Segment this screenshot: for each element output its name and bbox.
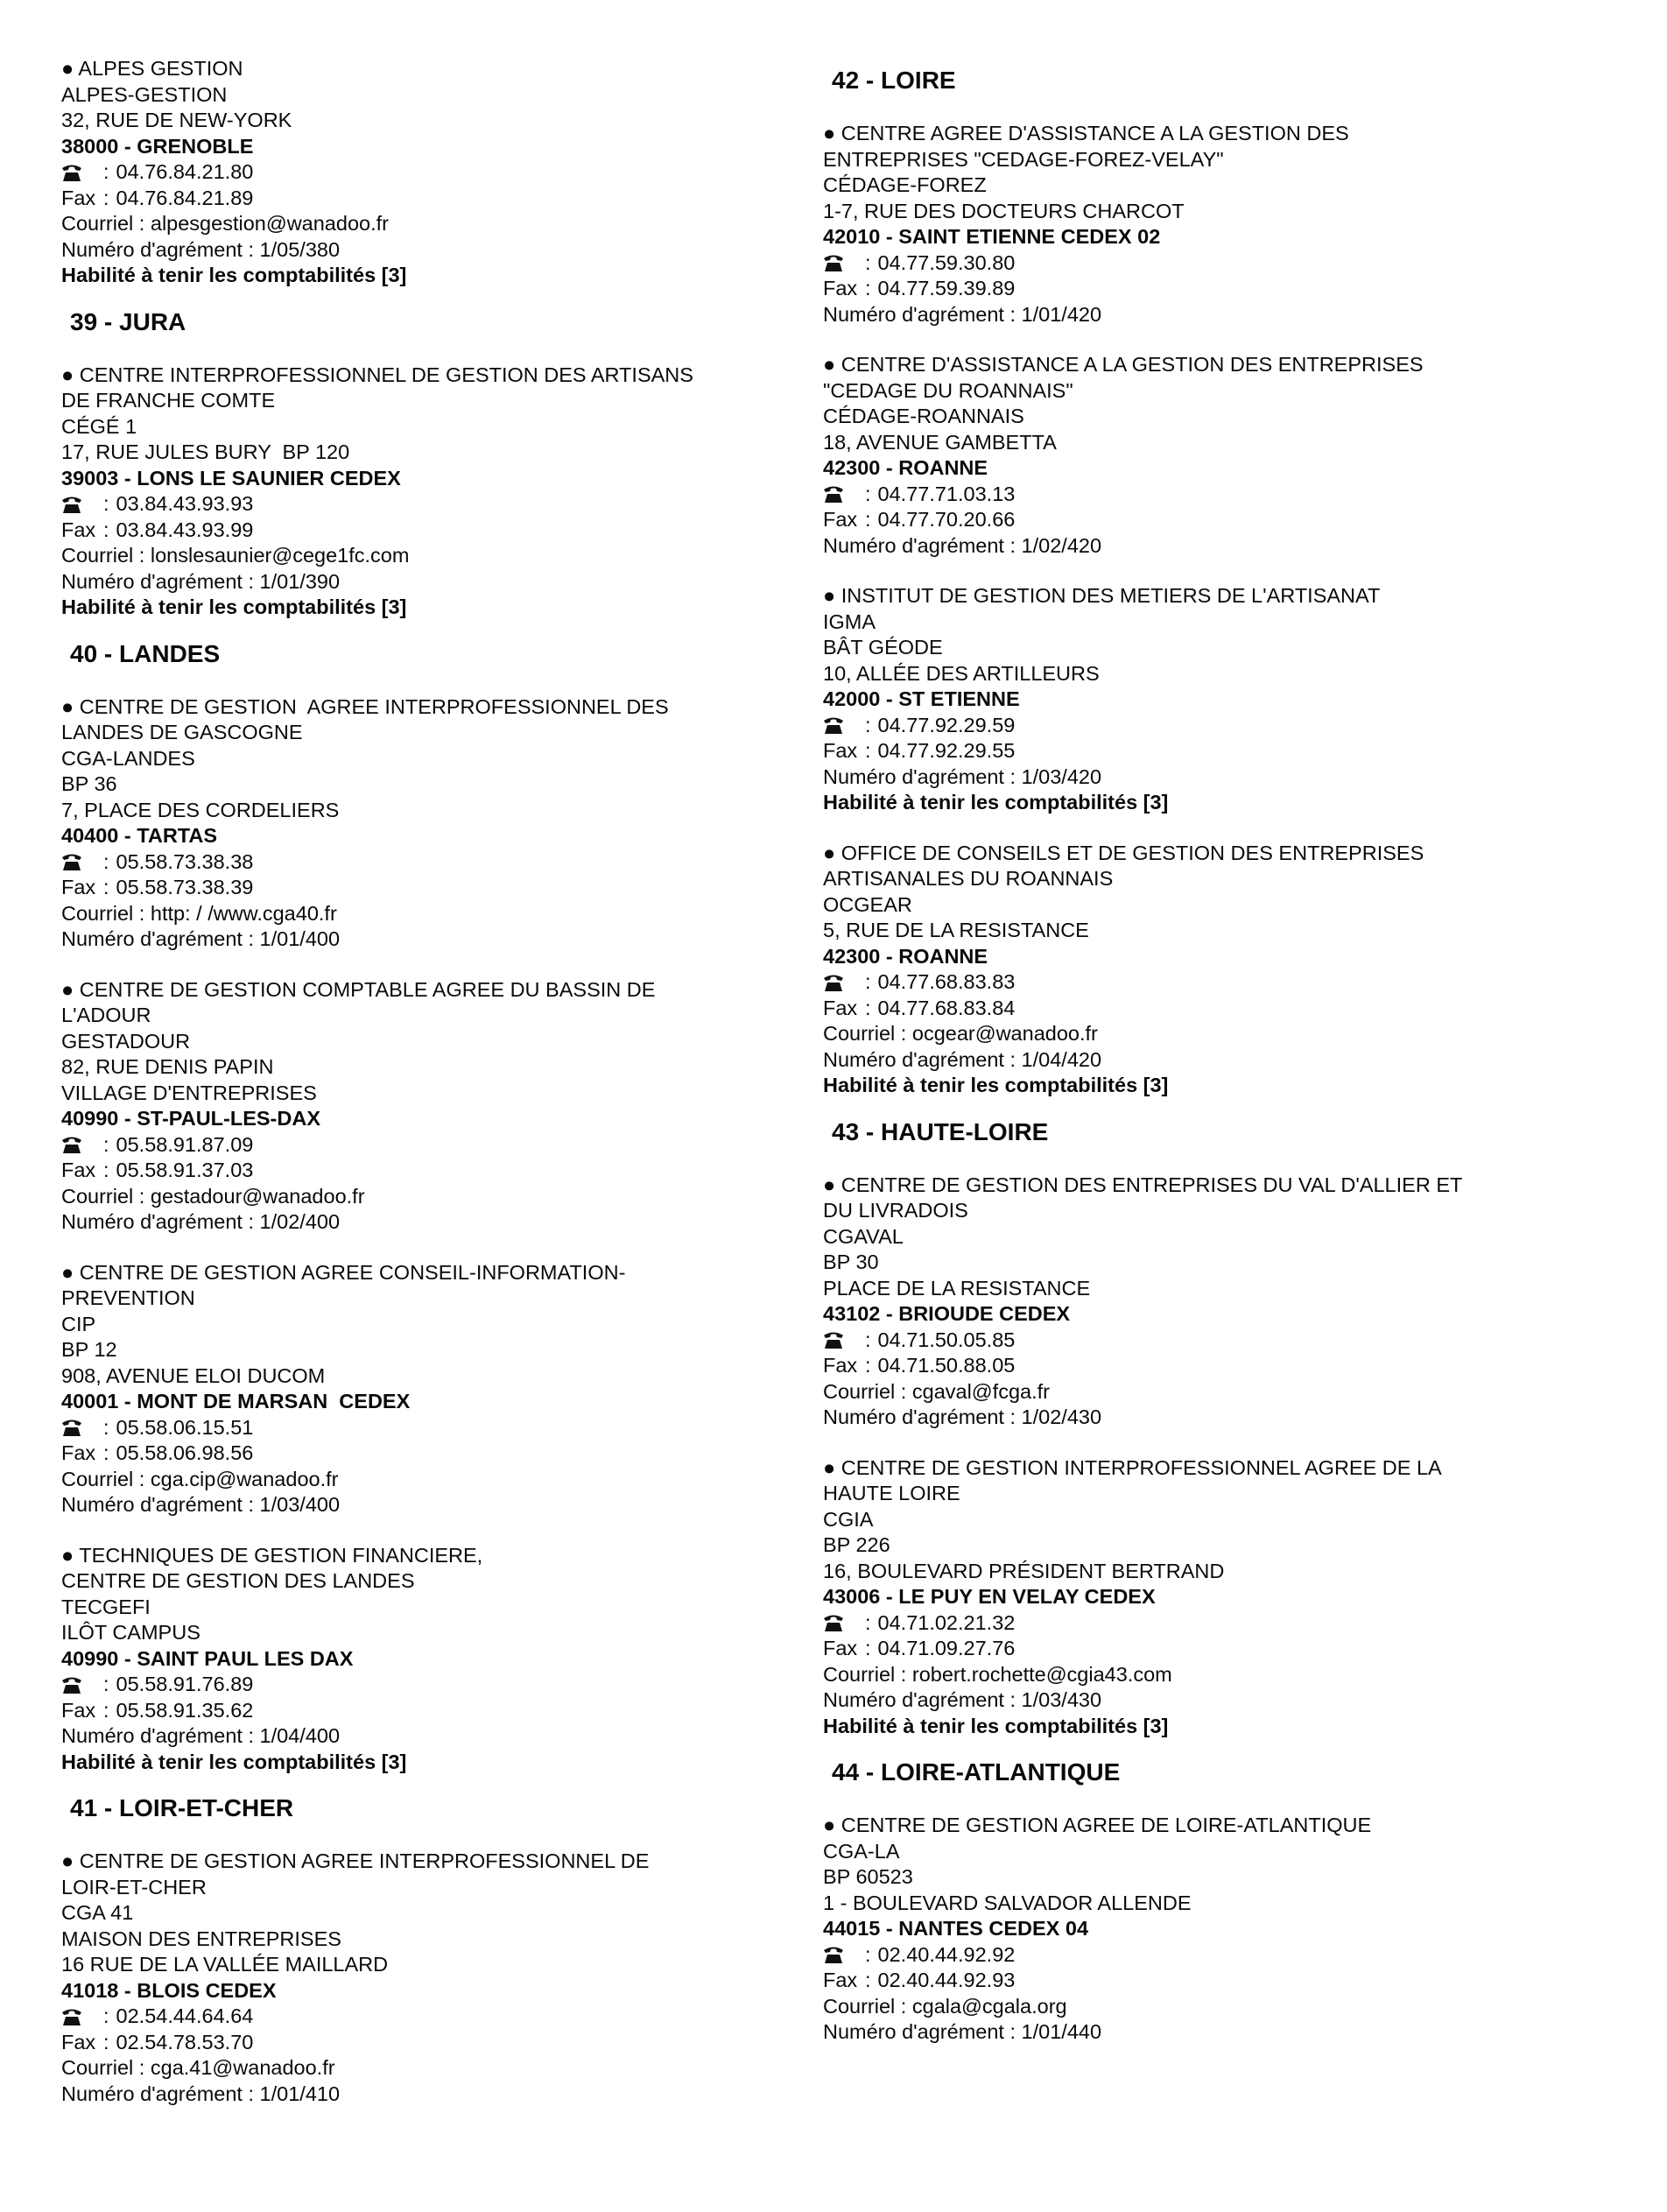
entry-fax: [823, 738, 1380, 764]
entry-phone: [823, 969, 1424, 996]
fax-label: Fax: [61, 876, 96, 898]
entry-address-line: BP 226: [823, 1533, 890, 1556]
entry-city: 40990 - SAINT PAUL LES DAX: [61, 1646, 354, 1670]
phone-number: 04.77.59.30.80: [877, 250, 1016, 274]
entry-address-line: 82, RUE DENIS PAPIN: [61, 1055, 274, 1078]
fax-label: Fax: [61, 186, 96, 209]
entry-approval: [61, 926, 669, 953]
phone-separator: :: [103, 1415, 109, 1439]
entry-city: 40001 - MONT DE MARSAN CEDEX: [61, 1390, 411, 1412]
fax-separator: :: [103, 186, 109, 209]
entry-city: 42000 - ST ETIENNE: [823, 687, 1020, 710]
section-heading: 44 - LOIRE-ATLANTIQUE: [832, 1758, 1121, 1786]
entry-address-line: 7, PLACE DES CORDELIERS: [61, 798, 340, 821]
phone-icon: [823, 1945, 865, 1964]
entry-phone: [823, 1328, 1462, 1354]
phone-number: 02.54.44.64.64: [116, 2004, 254, 2027]
entry-address-line: 16, BOULEVARD PRÉSIDENT BERTRAND: [823, 1559, 1225, 1582]
approval-label: Numéro d'agrément :: [823, 764, 1016, 788]
entry-name-line: ALPES-GESTION: [61, 82, 228, 106]
entry-fax: [823, 996, 1424, 1022]
fax-label: Fax: [823, 1354, 858, 1377]
fax-separator: :: [865, 1969, 871, 1991]
email-value: http: / /www.cga40.fr: [150, 901, 337, 925]
entry-approval: [61, 1492, 625, 1518]
entry-name-line: CGA-LA: [823, 1839, 900, 1863]
entry-fax: [823, 1636, 1442, 1662]
directory-entry: [823, 1455, 1442, 1740]
approval-label: Numéro d'agrément :: [823, 533, 1016, 557]
approval-number: 1/05/380: [259, 237, 341, 261]
entry-phone: [823, 482, 1424, 508]
phone-number: 05.58.73.38.38: [116, 849, 254, 873]
fax-label: Fax: [823, 739, 858, 762]
phone-icon: [823, 253, 865, 272]
entry-name-line: CGIA: [823, 1507, 874, 1531]
entry-name: ● CENTRE DE GESTION COMPTABLE AGREE DU BASSIN DE: [61, 977, 656, 1001]
entry-address-line: 5, RUE DE LA RESISTANCE: [823, 919, 1089, 941]
phone-icon: [61, 2007, 103, 2026]
approval-number: 1/01/440: [1021, 2020, 1102, 2043]
entry-name: ● CENTRE INTERPROFESSIONNEL DE GESTION DES ARTISANS: [61, 363, 693, 386]
approval-number: 1/04/400: [259, 1724, 341, 1747]
phone-icon: [61, 852, 103, 871]
fax-number: 04.77.92.29.55: [877, 739, 1016, 762]
entry-address-line: 10, ALLÉE DES ARTILLEURS: [823, 661, 1100, 685]
entry-name-line: OCGEAR: [823, 892, 912, 916]
entry-phone: [823, 1942, 1371, 1969]
entry-name: ● INSTITUT DE GESTION DES METIERS DE L'ARTISANAT: [823, 584, 1381, 607]
phone-separator: :: [865, 1610, 871, 1634]
approval-label: Numéro d'agrément :: [61, 569, 255, 593]
approval-number: 1/03/430: [1021, 1688, 1102, 1711]
entry-accreditation: Habilité à tenir les comptabilités [3]: [61, 1750, 407, 1773]
entry-address-line: BP 30: [823, 1250, 879, 1273]
entry-city: 42300 - ROANNE: [823, 944, 988, 968]
entry-name-line: CENTRE DE GESTION DES LANDES: [61, 1569, 415, 1592]
fax-label: Fax: [823, 1637, 858, 1659]
entry-phone: [61, 1415, 625, 1441]
phone-number: 05.58.91.87.09: [116, 1132, 254, 1156]
directory-entry: [61, 56, 406, 289]
directory-entry: [61, 694, 669, 953]
phone-icon: [61, 1675, 103, 1694]
entry-address-line: BP 60523: [823, 1865, 913, 1888]
approval-label: Numéro d'agrément :: [61, 2082, 255, 2105]
entry-city: 43006 - LE PUY EN VELAY CEDEX: [823, 1585, 1156, 1608]
entry-phone: [61, 1672, 482, 1698]
email-value: cgala@cgala.org: [911, 1994, 1067, 2018]
entry-name-line: HAUTE LOIRE: [823, 1482, 960, 1504]
entry-fax: [61, 2030, 649, 2056]
email-label: Courriel :: [823, 1379, 907, 1403]
entry-address-line: 18, AVENUE GAMBETTA: [823, 430, 1057, 454]
approval-number: 1/01/400: [259, 927, 341, 950]
phone-separator: :: [103, 160, 109, 183]
entry-phone: [61, 2004, 649, 2030]
entry-approval: [61, 569, 693, 595]
entry-email: [61, 543, 693, 569]
entry-approval: [823, 1047, 1424, 1074]
email-label: Courriel :: [823, 1994, 907, 2018]
fax-separator: :: [865, 1637, 871, 1659]
entry-name: ● CENTRE D'ASSISTANCE A LA GESTION DES ENTREPRISES: [823, 353, 1424, 376]
entry-phone: [823, 1610, 1442, 1637]
email-label: Courriel :: [61, 1467, 145, 1490]
directory-entry: [61, 1260, 625, 1518]
phone-number: 04.77.68.83.83: [877, 970, 1016, 993]
entry-fax: [61, 1441, 625, 1467]
entry-city: 44015 - NANTES CEDEX 04: [823, 1917, 1089, 1940]
entry-fax: [823, 276, 1349, 302]
entry-approval: [61, 2082, 649, 2108]
entry-approval: [823, 764, 1380, 791]
phone-number: 04.71.50.05.85: [877, 1328, 1016, 1351]
fax-label: Fax: [823, 277, 858, 299]
fax-separator: :: [103, 876, 109, 898]
entry-phone: [61, 1132, 655, 1159]
entry-approval: [61, 1723, 482, 1750]
approval-label: Numéro d'agrément :: [61, 1493, 255, 1516]
approval-number: 1/03/420: [1021, 764, 1102, 788]
entry-address-line: VILLAGE D'ENTREPRISES: [61, 1081, 317, 1104]
entry-name-line: LANDES DE GASCOGNE: [61, 721, 303, 743]
entry-name: ● CENTRE AGREE D'ASSISTANCE A LA GESTION DES: [823, 122, 1349, 144]
phone-separator: :: [865, 713, 871, 736]
directory-entry: [823, 583, 1380, 816]
phone-icon: [823, 1613, 865, 1632]
phone-icon: [823, 973, 865, 992]
entry-fax: [61, 518, 693, 544]
entry-email: [823, 1994, 1371, 2020]
entry-fax: [61, 1698, 482, 1724]
entry-approval: [823, 533, 1424, 560]
email-label: Courriel :: [823, 1022, 907, 1045]
fax-separator: :: [865, 508, 871, 531]
phone-separator: :: [103, 1132, 109, 1156]
fax-separator: :: [103, 1441, 109, 1464]
phone-separator: :: [103, 849, 109, 873]
entry-name: ● CENTRE DE GESTION DES ENTREPRISES DU VAL D'ALLIER ET: [823, 1173, 1463, 1196]
section-heading: 39 - JURA: [70, 307, 186, 335]
fax-number: 04.77.68.83.84: [877, 996, 1016, 1019]
entry-name-line: CÉDAGE-FOREZ: [823, 173, 987, 196]
entry-accreditation: Habilité à tenir les comptabilités [3]: [823, 1074, 1169, 1096]
phone-icon: [61, 1135, 103, 1154]
phone-icon: [61, 495, 103, 514]
entry-approval: [823, 2019, 1371, 2046]
fax-separator: :: [865, 277, 871, 299]
phone-separator: :: [103, 492, 109, 515]
entry-address-line: BP 12: [61, 1338, 117, 1361]
email-value: cga.cip@wanadoo.fr: [150, 1467, 339, 1490]
entry-name-line: CGA-LANDES: [61, 746, 195, 770]
entry-name-line: CIP: [61, 1312, 96, 1335]
email-value: lonslesaunier@cege1fc.com: [150, 544, 410, 567]
email-label: Courriel :: [61, 212, 145, 235]
entry-name: ● CENTRE DE GESTION INTERPROFESSIONNEL AGREE DE LA: [823, 1455, 1442, 1479]
approval-label: Numéro d'agrément :: [823, 1047, 1016, 1071]
entry-phone: [823, 250, 1349, 277]
directory-entry: [823, 352, 1424, 559]
email-label: Courriel :: [61, 2056, 145, 2079]
approval-label: Numéro d'agrément :: [823, 302, 1016, 326]
entry-fax: [823, 1968, 1371, 1994]
approval-number: 1/01/410: [259, 2082, 341, 2105]
entry-approval: [823, 1687, 1442, 1714]
entry-phone: [61, 849, 669, 876]
email-label: Courriel :: [823, 1662, 907, 1686]
entry-email: [61, 901, 669, 927]
email-label: Courriel :: [61, 901, 145, 925]
email-value: cgaval@fcga.fr: [911, 1379, 1050, 1403]
entry-name-line: DE FRANCHE COMTE: [61, 389, 276, 412]
entry-name-line: "CEDAGE DU ROANNAIS": [823, 378, 1073, 402]
phone-number: 04.76.84.21.80: [116, 160, 254, 183]
phone-separator: :: [103, 1673, 109, 1695]
directory-entry: [61, 363, 693, 621]
approval-number: 1/03/400: [259, 1493, 341, 1516]
entry-accreditation: Habilité à tenir les comptabilités [3]: [61, 595, 407, 618]
entry-name-line: LOIR-ET-CHER: [61, 1875, 207, 1899]
approval-label: Numéro d'agrément :: [823, 2020, 1016, 2043]
phone-number: 04.77.92.29.59: [877, 713, 1016, 736]
approval-label: Numéro d'agrément :: [823, 1405, 1016, 1428]
entry-address-line: 16 RUE DE LA VALLÉE MAILLARD: [61, 1953, 389, 1976]
entry-name-line: CGA 41: [61, 1901, 134, 1924]
entry-name-line: IGMA: [823, 609, 876, 633]
entry-fax: [823, 507, 1424, 533]
fax-label: Fax: [823, 996, 858, 1019]
email-value: robert.rochette@cgia43.com: [911, 1662, 1172, 1686]
phone-number: 05.58.91.76.89: [116, 1673, 254, 1695]
fax-number: 05.58.73.38.39: [116, 876, 254, 898]
entry-approval: [823, 302, 1349, 328]
fax-number: 02.40.44.92.93: [877, 1969, 1016, 1991]
phone-separator: :: [865, 482, 871, 505]
phone-icon: [61, 163, 103, 182]
fax-number: 04.76.84.21.89: [116, 186, 254, 209]
entry-name-line: TECGEFI: [61, 1595, 151, 1618]
section-heading: 41 - LOIR-ET-CHER: [70, 1794, 294, 1821]
entry-name: ● CENTRE DE GESTION AGREE CONSEIL-INFORMATION-: [61, 1260, 626, 1284]
section-heading: 43 - HAUTE-LOIRE: [832, 1117, 1049, 1145]
fax-separator: :: [865, 996, 871, 1019]
entry-email: [823, 1662, 1442, 1688]
fax-number: 04.71.09.27.76: [877, 1637, 1016, 1659]
entry-email: [61, 211, 406, 237]
section-heading: 40 - LANDES: [70, 639, 221, 667]
entry-address-line: MAISON DES ENTREPRISES: [61, 1927, 341, 1950]
phone-icon: [823, 1330, 865, 1349]
fax-label: Fax: [61, 1441, 96, 1464]
fax-number: 05.58.06.98.56: [116, 1441, 254, 1464]
entry-name-line: DU LIVRADOIS: [823, 1199, 968, 1222]
fax-number: 05.58.91.37.03: [116, 1159, 254, 1181]
directory-entry: [61, 977, 655, 1236]
directory-entry: [61, 1543, 482, 1776]
approval-label: Numéro d'agrément :: [61, 237, 255, 261]
entry-city: 42010 - SAINT ETIENNE CEDEX 02: [823, 225, 1161, 248]
fax-separator: :: [103, 518, 109, 541]
directory-entry: [823, 841, 1424, 1099]
fax-separator: :: [103, 1698, 109, 1722]
entry-address-line: 17, RUE JULES BURY BP 120: [61, 440, 350, 463]
email-label: Courriel :: [61, 544, 145, 567]
entry-name: ● OFFICE DE CONSEILS ET DE GESTION DES ENTREPRISES: [823, 841, 1424, 864]
entry-city: 41018 - BLOIS CEDEX: [61, 1978, 277, 2002]
phone-icon: [823, 715, 865, 735]
entry-name-line: ENTREPRISES "CEDAGE-FOREZ-VELAY": [823, 147, 1224, 171]
approval-label: Numéro d'agrément :: [823, 1688, 1016, 1711]
phone-separator: :: [103, 2004, 109, 2027]
directory-entry: [61, 1849, 649, 2107]
entry-address-line: 908, AVENUE ELOI DUCOM: [61, 1363, 326, 1387]
phone-separator: :: [865, 970, 871, 993]
phone-number: 03.84.43.93.93: [116, 492, 254, 515]
directory-entry: [823, 1813, 1371, 2046]
directory-entry: [823, 121, 1349, 328]
entry-name: ● CENTRE DE GESTION AGREE INTERPROFESSIONNEL DE: [61, 1849, 650, 1872]
entry-email: [823, 1379, 1462, 1405]
email-value: cga.41@wanadoo.fr: [150, 2056, 335, 2079]
entry-name: ● TECHNIQUES DE GESTION FINANCIERE,: [61, 1543, 483, 1567]
entry-city: 38000 - GRENOBLE: [61, 134, 254, 158]
email-value: gestadour@wanadoo.fr: [150, 1184, 365, 1208]
entry-city: 40990 - ST-PAUL-LES-DAX: [61, 1107, 320, 1130]
approval-label: Numéro d'agrément :: [61, 1210, 255, 1233]
fax-number: 02.54.78.53.70: [116, 2030, 254, 2053]
entry-name: ● CENTRE DE GESTION AGREE INTERPROFESSIONNEL DES: [61, 694, 669, 718]
entry-fax: [823, 1353, 1462, 1379]
entry-name-line: L'ADOUR: [61, 1004, 151, 1026]
fax-label: Fax: [823, 508, 858, 531]
email-value: ocgear@wanadoo.fr: [911, 1022, 1098, 1045]
approval-number: 1/02/420: [1021, 533, 1102, 557]
phone-separator: :: [865, 250, 871, 274]
phone-number: 04.77.71.03.13: [877, 482, 1016, 505]
approval-number: 1/02/430: [1021, 1405, 1102, 1428]
approval-number: 1/01/390: [259, 569, 341, 593]
entry-accreditation: Habilité à tenir les comptabilités [3]: [61, 264, 407, 286]
email-label: Courriel :: [61, 1184, 145, 1208]
approval-number: 1/02/400: [259, 1210, 341, 1233]
entry-city: 40400 - TARTAS: [61, 824, 218, 847]
section-heading: 42 - LOIRE: [832, 67, 956, 94]
entry-phone: [823, 713, 1380, 739]
entry-email: [61, 2055, 649, 2082]
fax-separator: :: [865, 739, 871, 762]
fax-separator: :: [103, 1159, 109, 1181]
approval-label: Numéro d'agrément :: [61, 1724, 255, 1747]
entry-fax: [61, 1158, 655, 1184]
entry-phone: [61, 159, 406, 186]
phone-icon: [61, 1418, 103, 1437]
entry-email: [61, 1467, 625, 1493]
entry-fax: [61, 875, 669, 901]
fax-label: Fax: [61, 2030, 96, 2053]
fax-separator: :: [865, 1354, 871, 1377]
entry-address-line: ILÔT CAMPUS: [61, 1621, 200, 1644]
entry-city: 39003 - LONS LE SAUNIER CEDEX: [61, 466, 401, 490]
entry-address-line: BP 36: [61, 772, 117, 795]
entry-phone: [61, 491, 693, 518]
entry-name-line: ARTISANALES DU ROANNAIS: [823, 867, 1114, 890]
fax-number: 04.77.70.20.66: [877, 508, 1016, 531]
entry-address-line: PLACE DE LA RESISTANCE: [823, 1276, 1091, 1300]
entry-address-line: 32, RUE DE NEW-YORK: [61, 109, 292, 131]
entry-name-line: BÂT GÉODE: [823, 636, 943, 659]
entry-address-line: 1-7, RUE DES DOCTEURS CHARCOT: [823, 199, 1185, 222]
entry-accreditation: Habilité à tenir les comptabilités [3]: [823, 791, 1169, 814]
fax-separator: :: [103, 2030, 109, 2053]
entry-fax: [61, 186, 406, 212]
fax-label: Fax: [61, 1698, 96, 1722]
fax-number: 04.77.59.39.89: [877, 277, 1016, 299]
fax-label: Fax: [823, 1969, 858, 1991]
phone-number: 05.58.06.15.51: [116, 1415, 254, 1439]
email-value: alpesgestion@wanadoo.fr: [150, 212, 389, 235]
entry-name-line: GESTADOUR: [61, 1029, 191, 1053]
entry-email: [823, 1021, 1424, 1047]
fax-number: 05.58.91.35.62: [116, 1698, 254, 1722]
fax-number: 03.84.43.93.99: [116, 518, 254, 541]
entry-email: [61, 1184, 655, 1210]
fax-number: 04.71.50.88.05: [877, 1354, 1016, 1377]
entry-name-line: CÉDAGE-ROANNAIS: [823, 405, 1024, 427]
entry-approval: [61, 1209, 655, 1236]
entry-approval: [823, 1405, 1462, 1431]
phone-number: 02.40.44.92.92: [877, 1942, 1016, 1966]
phone-number: 04.71.02.21.32: [877, 1610, 1016, 1634]
fax-label: Fax: [61, 1159, 96, 1181]
entry-city: 43102 - BRIOUDE CEDEX: [823, 1302, 1071, 1325]
entry-name: ● CENTRE DE GESTION AGREE DE LOIRE-ATLANTIQUE: [823, 1814, 1372, 1836]
phone-separator: :: [865, 1942, 871, 1966]
entry-name-line: PREVENTION: [61, 1286, 195, 1309]
entry-approval: [61, 237, 406, 264]
entry-address-line: 1 - BOULEVARD SALVADOR ALLENDE: [823, 1891, 1192, 1914]
entry-name: ● ALPES GESTION: [61, 57, 243, 80]
approval-label: Numéro d'agrément :: [61, 927, 255, 950]
entry-city: 42300 - ROANNE: [823, 456, 988, 479]
fax-label: Fax: [61, 518, 96, 541]
approval-number: 1/04/420: [1021, 1047, 1102, 1071]
directory-entry: [823, 1173, 1462, 1431]
entry-accreditation: Habilité à tenir les comptabilités [3]: [823, 1714, 1169, 1737]
phone-separator: :: [865, 1328, 871, 1351]
entry-name-line: CGAVAL: [823, 1224, 904, 1248]
approval-number: 1/01/420: [1021, 302, 1102, 326]
phone-icon: [823, 484, 865, 504]
entry-name-line: CÉGÉ 1: [61, 414, 137, 438]
